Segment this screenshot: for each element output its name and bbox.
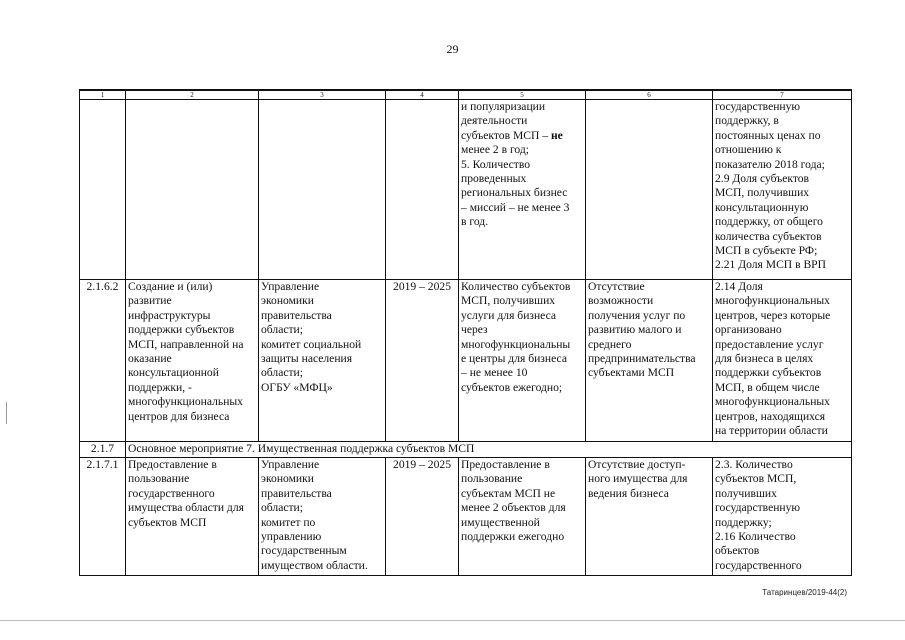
cell-line: субъектов ежегодно; [461,380,563,394]
code-cell [80,100,126,280]
cell-line: ведения бизнеса [588,486,669,500]
cell-line: ОГБУ «МФЦ» [261,380,333,394]
cell-line: государственного [128,486,215,500]
cell-line: инфраструктуры [128,308,211,322]
cell-line: организовано [715,323,782,337]
cell-line: субъектов МСП, [715,472,797,486]
consequence-cell [586,458,713,576]
cell-line: субъектам МСП не [461,486,556,500]
executors-cell [259,280,386,442]
page-number: 29 [446,42,459,56]
cell-line: пользование [461,472,523,486]
cell-line: возможности [588,294,654,308]
cell-line [461,129,583,143]
code-cell: 2.1.7 [80,442,126,458]
cell-line: имущества области для [128,501,244,515]
table-row-2-1-7-1 [80,458,852,576]
margin-mark [6,402,7,424]
cell-line: консультационной [128,366,219,380]
document-code: Татаринцев/2019-44(2) [762,588,847,597]
cell-line: экономики [261,472,314,486]
executors-cell [259,100,386,280]
cell-line: МСП, получивших [715,186,810,200]
indicator-cell [713,458,852,576]
cell-line: многофункциональных [715,294,830,308]
result-cell [459,458,586,576]
cell-line: в год. [461,215,489,229]
bold-word: не [550,128,563,142]
column-number: 5 [459,90,586,100]
cell-line: и популяризации [461,100,546,113]
cell-line: ного имущества для [588,472,688,486]
cell-line: деятельности [461,114,528,128]
cell-line: поддержку; [715,515,772,529]
cell-line: правительства [261,308,332,322]
cell-line: развитие [128,294,172,308]
cell-line: объектов [715,544,760,558]
period-cell [386,100,459,280]
table-row-continuation [80,100,852,280]
cell-line: – не менее 10 [461,366,528,380]
table-row-2-1-6-2 [80,280,852,442]
section-title-cell: Основное мероприятие 7. Имущественная поддержка субъектов МСП [126,442,852,458]
cell-line: через [461,323,488,337]
cell-line: поддержку, от общего [715,215,823,229]
cell-line: Количество субъектов [461,280,571,293]
cell-line: Предоставление в [461,458,550,471]
cell-line: получивших [715,486,777,500]
cell-line: государственным [261,544,347,558]
cell-line: поддержку, в [715,114,779,128]
cell-line: предпринимательства [588,352,696,366]
cell-line: менее 2 объектов для [461,501,566,515]
result-cell [459,100,586,280]
cell-line: Предоставление в [128,458,217,471]
cell-line: Отсутствие [588,280,645,293]
cell-line: МСП в субъекте РФ; [715,244,818,258]
cell-line: Создание и (или) [128,280,213,293]
cell-line: защиты населения [261,352,353,366]
cell-line: многофункциональны [461,337,571,351]
executors-cell [259,458,386,576]
name-cell [126,280,259,442]
cell-line: – миссий – не менее 3 [461,200,570,214]
cell-line: субъектов МСП [128,515,207,529]
cell-line: государственного [715,558,802,572]
period-cell: 2019 – 2025 [386,280,459,442]
column-number: 2 [126,90,259,100]
cell-line: центров, через которые [715,308,831,322]
measures-table [79,89,852,576]
cell-line: комитет по [261,515,316,529]
cell-line: менее 2 в год; [461,143,529,157]
cell-line: поддержки субъектов [128,323,235,337]
period-cell: 2019 – 2025 [386,458,459,576]
cell-line: 2.14 Доля [715,280,763,293]
measures-table-container [79,89,851,576]
cell-line: имуществом области. [261,558,368,572]
cell-line: получения услуг по [588,308,686,322]
cell-line: отношению к [715,143,782,157]
cell-line: МСП, направленной на [128,337,244,351]
column-number: 1 [80,90,126,100]
table-row-2-1-7 [80,442,852,458]
cell-line: пользование [128,472,190,486]
code-cell: 2.1.6.2 [80,280,126,442]
cell-line: поддержки субъектов [715,366,822,380]
cell-line: области; [261,501,303,515]
cell-line: на территории области [715,424,828,438]
cell-line: региональных бизнес [461,186,568,200]
code-cell: 2.1.7.1 [80,458,126,576]
cell-line: е центры для бизнеса [461,352,567,366]
cell-line: для бизнеса в целях [715,352,814,366]
cell-line: государственную [715,501,801,515]
cell-line: имущественной [461,515,540,529]
cell-line-part: субъектов МСП – [461,128,551,142]
indicator-cell [713,100,852,280]
cell-line: центров, находящихся [715,409,826,423]
cell-line: оказание [128,352,172,366]
cell-line: МСП, в общем числе [715,380,820,394]
cell-line: поддержки ежегодно [461,530,565,544]
cell-line: области; [261,366,303,380]
cell-line: показателю 2018 года; [715,157,825,171]
cell-line: многофункциональных [128,395,243,409]
cell-line: поддержки, - [128,380,192,394]
cell-line: постоянных ценах по [715,128,821,142]
indicator-cell [713,280,852,442]
column-number: 7 [713,90,852,100]
cell-line: среднего [588,337,632,351]
column-number: 3 [259,90,386,100]
consequence-cell [586,100,713,280]
cell-line: Управление [261,280,320,293]
cell-line: 2.21 Доля МСП в ВРП [715,258,826,272]
column-number: 6 [586,90,713,100]
cell-line: МСП, получивших [461,294,556,308]
cell-line: правительства [261,486,332,500]
column-number-row [80,90,852,100]
column-number: 4 [386,90,459,100]
cell-line: предоставление услуг [715,337,824,351]
cell-line: управлению [261,530,322,544]
cell-line: 2.3. Количество [715,458,793,471]
cell-line: услуги для бизнеса [461,308,557,322]
cell-line: 5. Количество [461,157,531,171]
cell-line: государственную [715,100,801,113]
cell-line: 2.16 Количество [715,530,796,544]
name-cell [126,100,259,280]
cell-line: центров для бизнеса [128,409,230,423]
cell-line: области; [261,323,303,337]
cell-line: комитет социальной [261,337,362,351]
result-cell [459,280,586,442]
cell-line: проведенных [461,172,527,186]
cell-line: количества субъектов [715,229,822,243]
cell-line: Отсутствие доступ- [588,458,686,471]
cell-line: субъектами МСП [588,366,675,380]
consequence-cell [586,280,713,442]
cell-line: развитию малого и [588,323,682,337]
cell-line: многофункциональных [715,395,830,409]
cell-line: 2.9 Доля субъектов [715,172,810,186]
scan-edge-line [0,620,905,621]
cell-line: Управление [261,458,320,471]
cell-line: консультационную [715,200,809,214]
cell-line: экономики [261,294,314,308]
name-cell [126,458,259,576]
